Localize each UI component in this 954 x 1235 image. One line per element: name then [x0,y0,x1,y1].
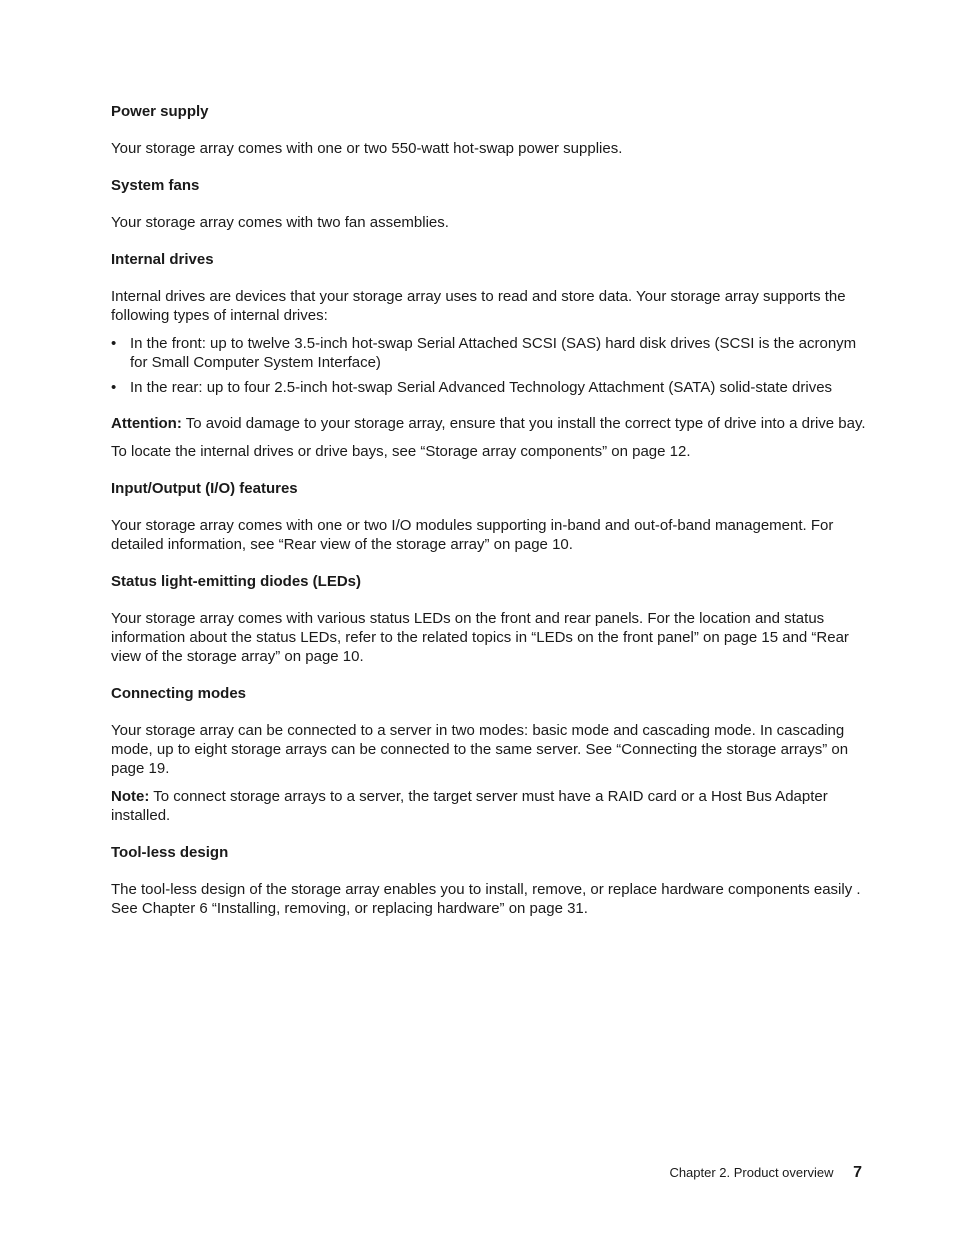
list-item [111,334,871,372]
heading-system-fans: System fans [111,177,200,194]
para-tool-less-design: The tool-less design of the storage array enables you to install, remove, or replace hardware components easily . See Chapter 6 “Installing, removing, or replacing hardware” on page 31. [111,881,861,917]
bullet-glyph: • [111,335,117,352]
para-io-features: Your storage array comes with one or two I/O modules supporting in-band and out-of-band management. For detailed information, see “Rear view of the storage array” on page 10. [111,517,834,553]
heading-io-features: Input/Output (I/O) features [111,480,298,497]
heading-connecting-modes: Connecting modes [111,685,247,702]
para-connecting-modes: Your storage array can be connected to a server in two modes: basic mode and cascading mode. In cascading mode, up to eight storage arrays can be connected to the same server. See “Connecting the storage arrays” on page 19. [111,722,849,777]
page-footer [0,1163,862,1183]
list-item-text: In the front: up to twelve 3.5-inch hot-swap Serial Attached SCSI (SAS) hard disk drives (SCSI is the acronym for Small Computer System Interface) [130,335,857,371]
note-notice [111,787,871,825]
attention-text: To avoid damage to your storage array, ensure that you install the correct type of drive into a drive bay. [185,415,866,432]
para-power-supply: Your storage array comes with one or two 550-watt hot-swap power supplies. [111,140,623,157]
bullet-glyph: • [111,379,117,396]
internal-drives-list [111,334,871,397]
list-item [111,378,871,397]
heading-power-supply: Power supply [111,103,209,120]
para-internal-drives-intro: Internal drives are devices that your storage array uses to read and store data. Your storage array supports the following types of internal drives: [111,288,846,324]
heading-internal-drives: Internal drives [111,251,214,268]
para-locate-drives: To locate the internal drives or drive bays, see “Storage array components” on page 12. [111,443,691,460]
note-text: To connect storage arrays to a server, the target server must have a RAID card or a Host Bus Adapter installed. [111,788,828,824]
para-status-leds: Your storage array comes with various status LEDs on the front and rear panels. For the location and status information about the status LEDs, refer to the related topics in “LEDs on the front panel” on page 15 and “Rear view of the storage array” on page 10. [111,610,849,665]
list-item-text: In the rear: up to four 2.5-inch hot-swap Serial Advanced Technology Attachment (SATA) solid-state drives [130,379,833,396]
heading-status-leds: Status light-emitting diodes (LEDs) [111,573,361,590]
heading-tool-less-design: Tool-less design [111,844,229,861]
footer-chapter-title: Chapter 2. Product overview [669,1165,834,1180]
attention-label: Attention: [111,415,182,432]
para-system-fans: Your storage array comes with two fan assemblies. [111,214,449,231]
attention-notice [111,414,871,433]
note-label: Note: [111,788,150,805]
document-page [111,102,871,936]
page-number: 7 [853,1164,862,1181]
